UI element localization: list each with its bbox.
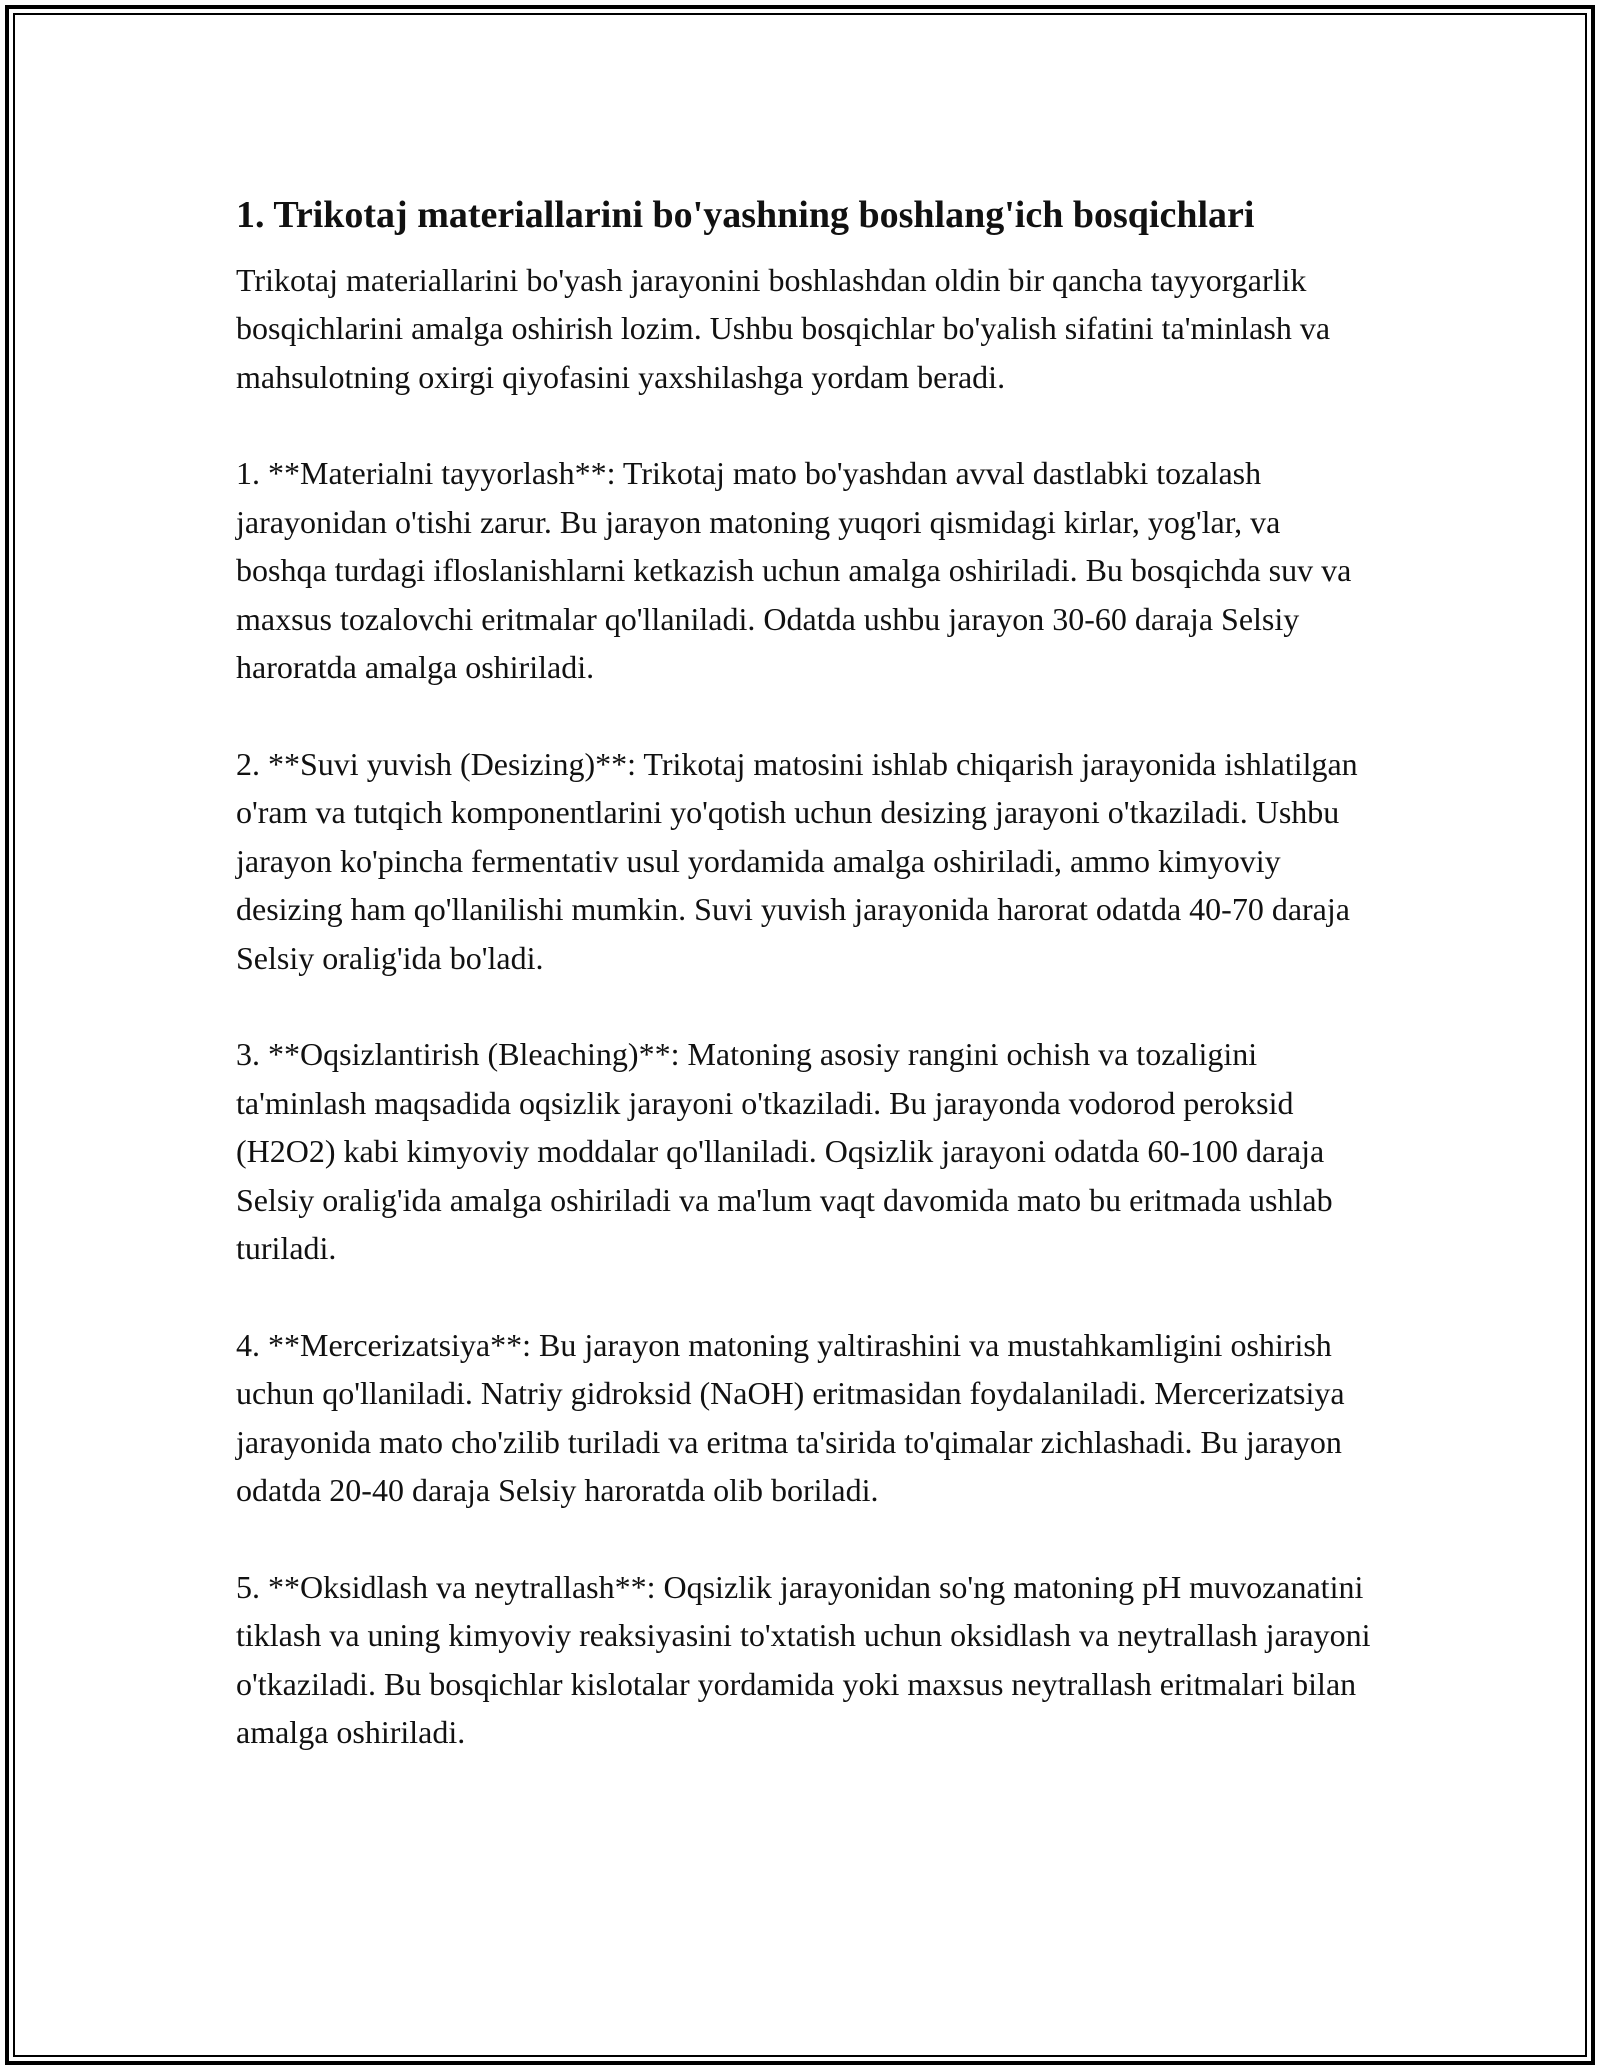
- step-paragraph-2: 2. **Suvi yuvish (Desizing)**: Trikotaj matosini ishlab chiqarish jarayonida ishlatilgan o'ram va tutqich komponentlarini yo'qotish uchun desizing jarayoni o'tkaziladi. Ushbu jarayon ko'pincha fermentativ usul yordamida amalga oshiriladi, ammo kimyoviy desizing ham qo'llanilishi mumkin. Suvi yuvish jarayonida harorat odatda 40-70 daraja Selsiy oralig'ida bo'ladi.: [236, 745, 1358, 976]
- document-body: [236, 180, 1396, 1805]
- intro-paragraph: Trikotaj materiallarini bo'yash jarayonini boshlashdan oldin bir qancha tayyorgarlik bosqichlarini amalga oshirish lozim. Ushbu bosqichlar bo'yalish sifatini ta'minlash va mahsulotning oxirgi qiyofasini yaxshilashga yordam beradi.: [236, 261, 1331, 395]
- step-paragraph-1: 1. **Materialni tayyorlash**: Trikotaj mato bo'yashdan avval dastlabki tozalash jarayonidan o'tishi zarur. Bu jarayon matoning yuqori qismidagi kirlar, yog'lar, va boshqa turdagi ifloslanishlarni ketkazish uchun amalga oshiriladi. Bu bosqichda suv va maxsus tozalovchi eritmalar qo'llaniladi. Odatda ushbu jarayon 30-60 daraja Selsiy haroratda amalga oshiriladi.: [236, 455, 1352, 685]
- document-title: 1. Trikotaj materiallarini bo'yashning boshlang'ich bosqichlari: [236, 194, 1255, 236]
- step-paragraph-3: 3. **Oqsizlantirish (Bleaching)**: Matoning asosiy rangini ochish va tozaligini ta'minlash maqsadida oqsizlik jarayoni o'tkaziladi. Bu jarayonda vodorod peroksid (H2O2) kabi kimyoviy moddalar qo'llaniladi. Oqsizlik jarayoni odatda 60-100 daraja Selsiy oralig'ida amalga oshiriladi va ma'lum vaqt davomida mato bu eritmada ushlab turiladi.: [236, 1036, 1333, 1266]
- step-paragraph-5: 5. **Oksidlash va neytrallash**: Oqsizlik jarayonidan so'ng matoning pH muvozanatini tiklash va uning kimyoviy reaksiyasini to'xtatish uchun oksidlash va neytrallash jarayoni o'tkaziladi. Bu bosqichlar kislotalar yordamida yoki maxsus neytrallash eritmalari bilan amalga oshiriladi.: [236, 1568, 1371, 1750]
- step-paragraph-4: 4. **Mercerizatsiya**: Bu jarayon matoning yaltirashini va mustahkamligini oshirish uchun qo'llaniladi. Natriy gidroksid (NaOH) eritmasidan foydalaniladi. Mercerizatsiya jarayonida mato cho'zilib turiladi va eritma ta'sirida to'qimalar zichlashadi. Bu jarayon odatda 20-40 daraja Selsiy haroratda olib boriladi.: [236, 1326, 1345, 1508]
